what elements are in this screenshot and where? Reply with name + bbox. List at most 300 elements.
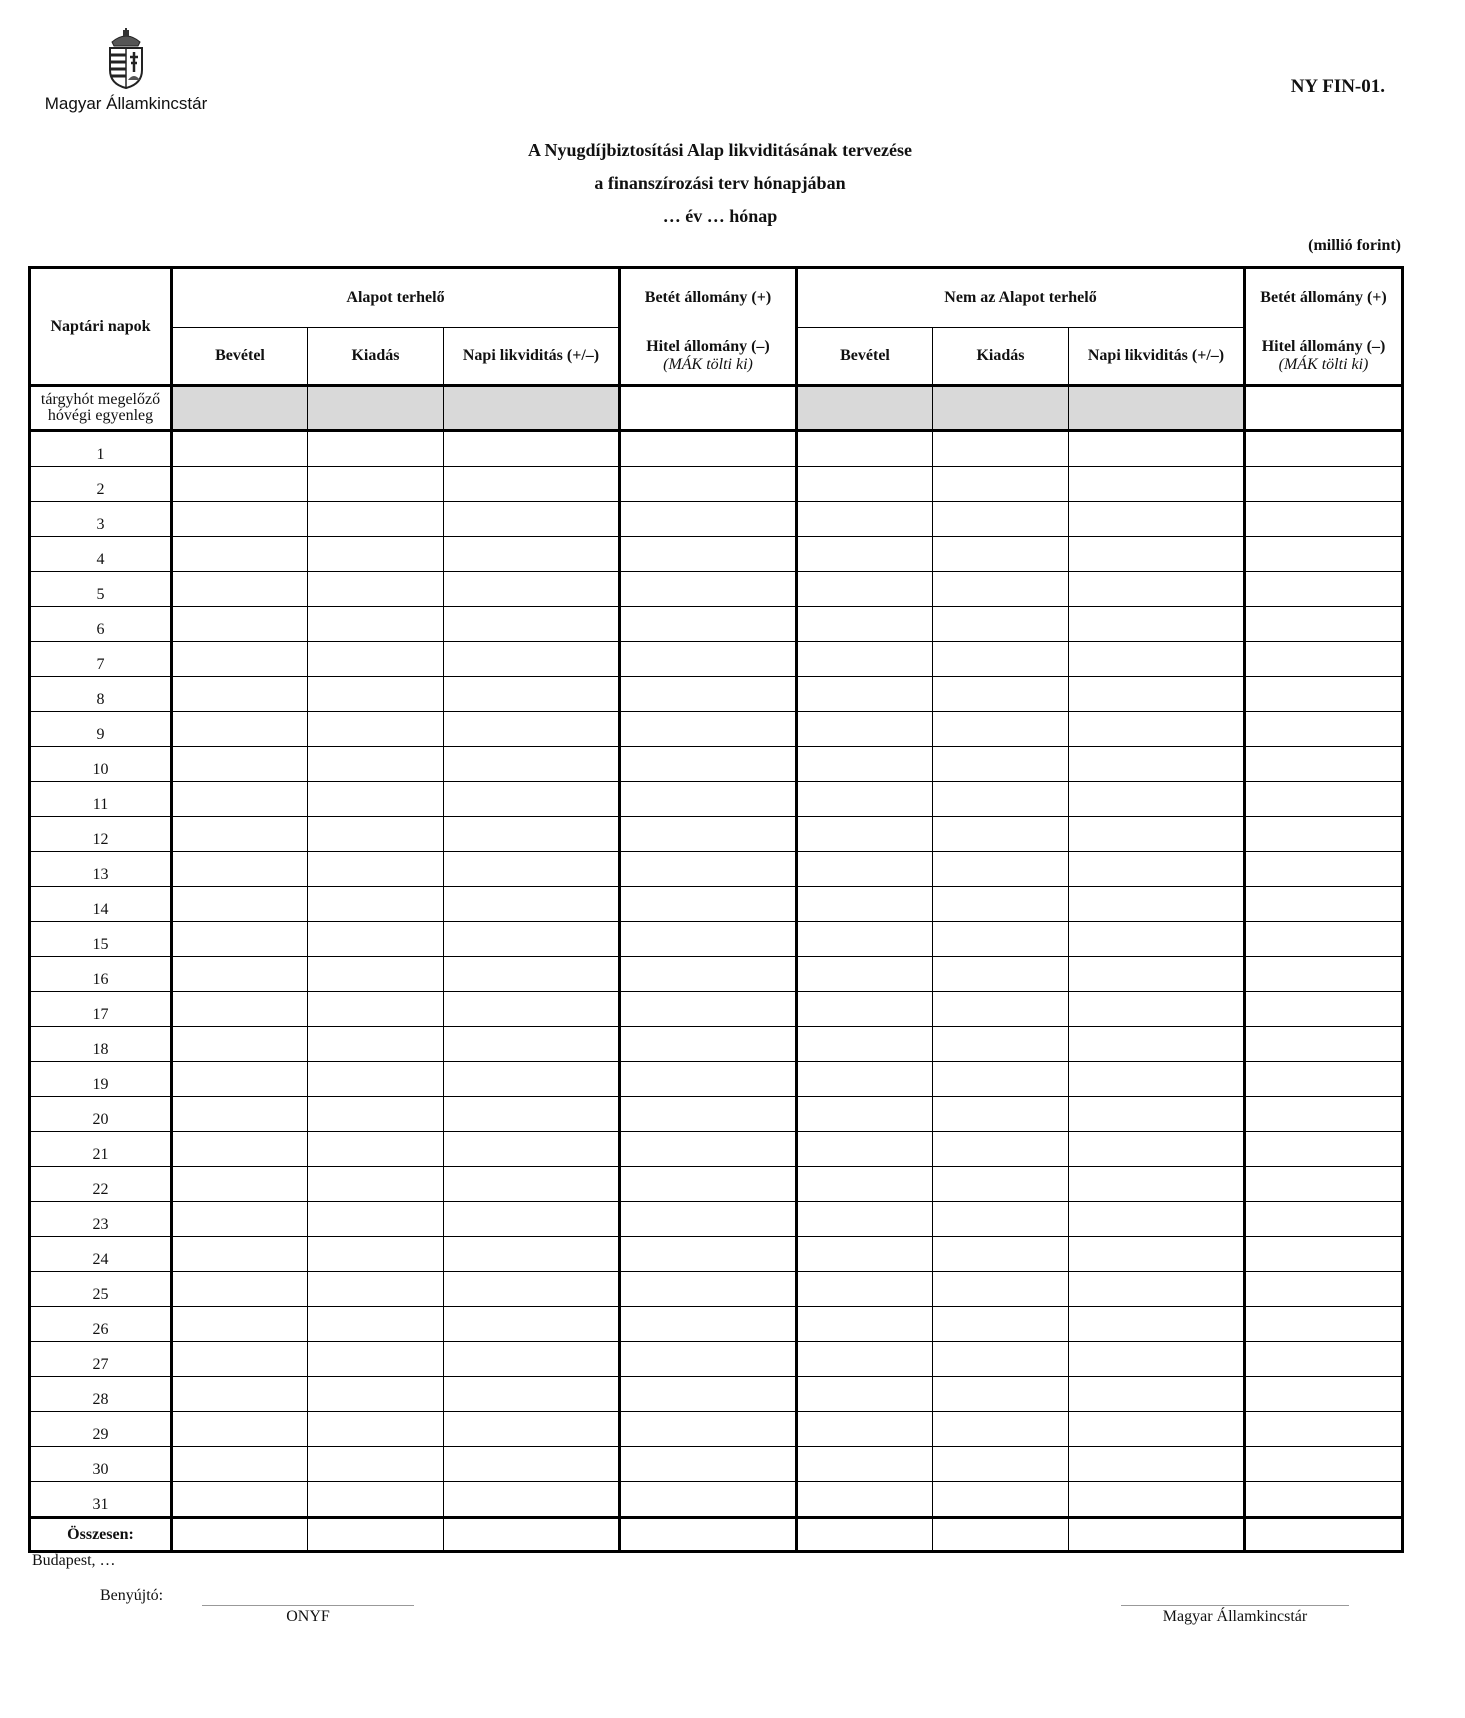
day-row xyxy=(30,1132,1403,1167)
input-cell[interactable] xyxy=(172,607,308,642)
input-cell[interactable] xyxy=(1069,922,1245,957)
input-cell[interactable] xyxy=(620,1272,797,1307)
input-cell[interactable] xyxy=(308,957,444,992)
input-cell[interactable] xyxy=(172,1518,308,1552)
input-cell[interactable] xyxy=(172,1412,308,1447)
input-cell[interactable] xyxy=(797,817,933,852)
input-cell[interactable] xyxy=(1245,1307,1403,1342)
input-cell[interactable] xyxy=(444,1307,620,1342)
input-cell[interactable] xyxy=(444,1062,620,1097)
input-cell[interactable] xyxy=(308,537,444,572)
input-cell[interactable] xyxy=(1245,1342,1403,1377)
input-cell[interactable] xyxy=(1245,502,1403,537)
input-cell[interactable] xyxy=(1245,1377,1403,1412)
input-cell[interactable] xyxy=(1245,607,1403,642)
day-row xyxy=(30,607,1403,642)
input-cell[interactable] xyxy=(620,852,797,887)
input-cell[interactable] xyxy=(933,502,1069,537)
input-cell[interactable] xyxy=(308,1342,444,1377)
day-row xyxy=(30,1412,1403,1447)
input-cell[interactable] xyxy=(172,782,308,817)
day-row xyxy=(30,642,1403,677)
input-cell[interactable] xyxy=(933,1412,1069,1447)
input-cell[interactable] xyxy=(1069,677,1245,712)
input-cell[interactable] xyxy=(444,1342,620,1377)
input-cell[interactable] xyxy=(1069,782,1245,817)
input-cell[interactable] xyxy=(308,1482,444,1518)
input-cell[interactable] xyxy=(1245,992,1403,1027)
input-cell[interactable] xyxy=(308,1097,444,1132)
input-cell[interactable] xyxy=(620,607,797,642)
input-cell[interactable] xyxy=(444,1167,620,1202)
input-cell[interactable] xyxy=(1245,852,1403,887)
input-cell[interactable] xyxy=(444,782,620,817)
input-cell[interactable] xyxy=(444,957,620,992)
input-cell[interactable] xyxy=(620,1377,797,1412)
input-cell[interactable] xyxy=(797,852,933,887)
input-cell[interactable] xyxy=(620,1482,797,1518)
input-cell[interactable] xyxy=(1069,1097,1245,1132)
input-cell[interactable] xyxy=(1245,467,1403,502)
input-cell[interactable] xyxy=(172,677,308,712)
input-cell[interactable] xyxy=(1245,1447,1403,1482)
input-cell[interactable] xyxy=(797,1482,933,1518)
input-cell[interactable] xyxy=(797,431,933,467)
input-cell[interactable] xyxy=(1245,1518,1403,1552)
input-cell[interactable] xyxy=(172,922,308,957)
input-cell[interactable] xyxy=(308,1167,444,1202)
input-cell[interactable] xyxy=(1069,1272,1245,1307)
input-cell[interactable] xyxy=(444,1202,620,1237)
input-cell[interactable] xyxy=(620,1097,797,1132)
header-balance-a-bottom xyxy=(620,328,797,386)
header-balance-a-top: Betét állomány (+) xyxy=(620,268,797,328)
input-cell[interactable] xyxy=(620,1202,797,1237)
liquidity-table xyxy=(28,266,1404,1553)
input-cell[interactable] xyxy=(444,922,620,957)
input-cell[interactable] xyxy=(308,887,444,922)
input-cell[interactable] xyxy=(308,992,444,1027)
input-cell[interactable] xyxy=(308,607,444,642)
input-cell[interactable] xyxy=(308,1447,444,1482)
input-cell[interactable] xyxy=(933,712,1069,747)
input-cell[interactable] xyxy=(933,1027,1069,1062)
input-cell[interactable] xyxy=(1069,1447,1245,1482)
input-cell[interactable] xyxy=(797,537,933,572)
input-cell[interactable] xyxy=(308,572,444,607)
input-cell[interactable] xyxy=(444,1482,620,1518)
input-cell[interactable] xyxy=(797,1237,933,1272)
input-cell[interactable] xyxy=(1245,1412,1403,1447)
day-row xyxy=(30,1377,1403,1412)
input-cell[interactable] xyxy=(620,572,797,607)
input-cell[interactable] xyxy=(1069,1062,1245,1097)
input-cell[interactable] xyxy=(933,572,1069,607)
input-cell[interactable] xyxy=(1245,677,1403,712)
input-cell[interactable] xyxy=(797,1412,933,1447)
input-cell[interactable] xyxy=(797,607,933,642)
input-cell[interactable] xyxy=(1069,1412,1245,1447)
input-cell[interactable] xyxy=(1069,887,1245,922)
input-cell[interactable] xyxy=(172,852,308,887)
input-cell[interactable] xyxy=(1069,712,1245,747)
input-cell[interactable] xyxy=(797,1202,933,1237)
input-cell[interactable] xyxy=(933,1307,1069,1342)
input-cell[interactable] xyxy=(308,1272,444,1307)
header-daily-b: Napi likviditás (+/–) xyxy=(1069,328,1245,386)
input-cell[interactable] xyxy=(933,1097,1069,1132)
input-cell[interactable] xyxy=(172,431,308,467)
input-cell[interactable] xyxy=(444,817,620,852)
input-cell[interactable] xyxy=(444,852,620,887)
input-cell[interactable] xyxy=(933,1272,1069,1307)
balance-a-loan: Hitel állomány (–) xyxy=(646,337,770,355)
input-cell[interactable] xyxy=(933,1342,1069,1377)
input-cell[interactable] xyxy=(620,992,797,1027)
input-cell[interactable] xyxy=(797,1342,933,1377)
input-cell[interactable] xyxy=(308,922,444,957)
input-cell[interactable] xyxy=(308,1027,444,1062)
input-cell[interactable] xyxy=(797,572,933,607)
input-cell[interactable] xyxy=(308,1518,444,1552)
input-cell[interactable] xyxy=(172,712,308,747)
input-cell[interactable] xyxy=(1069,747,1245,782)
input-cell[interactable] xyxy=(797,887,933,922)
input-cell[interactable] xyxy=(444,1377,620,1412)
input-cell[interactable] xyxy=(797,1307,933,1342)
input-cell[interactable] xyxy=(444,1272,620,1307)
input-cell[interactable] xyxy=(1069,537,1245,572)
input-cell[interactable] xyxy=(172,817,308,852)
input-cell[interactable] xyxy=(797,922,933,957)
input-cell[interactable] xyxy=(1245,817,1403,852)
input-cell[interactable] xyxy=(797,642,933,677)
header-balance-b-bottom xyxy=(1245,328,1403,386)
input-cell[interactable] xyxy=(1069,1377,1245,1412)
balance-b-loan: Hitel állomány (–) xyxy=(1261,337,1386,355)
day-row xyxy=(30,1167,1403,1202)
input-cell[interactable] xyxy=(933,467,1069,502)
input-cell[interactable] xyxy=(1245,1237,1403,1272)
day-number: 4 xyxy=(30,537,172,572)
input-cell[interactable] xyxy=(797,992,933,1027)
input-cell[interactable] xyxy=(1069,467,1245,502)
input-cell[interactable] xyxy=(308,1412,444,1447)
input-cell[interactable] xyxy=(933,887,1069,922)
day-number: 21 xyxy=(30,1132,172,1167)
input-cell[interactable] xyxy=(933,1447,1069,1482)
input-cell[interactable] xyxy=(933,1482,1069,1518)
day-number: 28 xyxy=(30,1377,172,1412)
input-cell[interactable] xyxy=(444,1447,620,1482)
day-row xyxy=(30,677,1403,712)
input-cell[interactable] xyxy=(933,1062,1069,1097)
input-cell[interactable] xyxy=(1069,1167,1245,1202)
input-cell[interactable] xyxy=(308,1202,444,1237)
input-cell[interactable] xyxy=(308,677,444,712)
input-cell[interactable] xyxy=(308,1377,444,1412)
input-cell[interactable] xyxy=(1245,747,1403,782)
input-cell[interactable] xyxy=(444,537,620,572)
input-cell[interactable] xyxy=(797,1377,933,1412)
input-cell[interactable] xyxy=(620,502,797,537)
input-cell[interactable] xyxy=(1245,537,1403,572)
input-cell[interactable] xyxy=(444,677,620,712)
input-cell[interactable] xyxy=(933,607,1069,642)
input-cell[interactable] xyxy=(620,1518,797,1552)
input-cell[interactable] xyxy=(172,1307,308,1342)
input-cell[interactable] xyxy=(797,1272,933,1307)
input-cell[interactable] xyxy=(797,1027,933,1062)
previous-month-label xyxy=(30,386,172,431)
input-cell[interactable] xyxy=(444,1237,620,1272)
input-cell[interactable] xyxy=(797,782,933,817)
input-cell[interactable] xyxy=(444,431,620,467)
day-number: 2 xyxy=(30,467,172,502)
input-cell[interactable] xyxy=(797,1097,933,1132)
input-cell[interactable] xyxy=(933,1167,1069,1202)
signature-receiver: Magyar Államkincstár xyxy=(1121,1605,1349,1626)
input-cell[interactable] xyxy=(1245,1097,1403,1132)
input-cell[interactable] xyxy=(620,467,797,502)
day-row xyxy=(30,782,1403,817)
input-cell[interactable] xyxy=(620,1412,797,1447)
input-cell[interactable] xyxy=(308,1307,444,1342)
input-cell[interactable] xyxy=(172,1237,308,1272)
input-cell[interactable] xyxy=(933,922,1069,957)
input-cell[interactable] xyxy=(797,1167,933,1202)
input-cell[interactable] xyxy=(1069,1307,1245,1342)
input-cell[interactable] xyxy=(797,677,933,712)
input-cell[interactable] xyxy=(444,1097,620,1132)
day-number: 11 xyxy=(30,782,172,817)
input-cell[interactable] xyxy=(444,1518,620,1552)
input-cell[interactable] xyxy=(444,747,620,782)
input-cell[interactable] xyxy=(933,782,1069,817)
input-cell[interactable] xyxy=(444,1412,620,1447)
input-cell[interactable] xyxy=(1069,1518,1245,1552)
input-cell[interactable] xyxy=(933,1377,1069,1412)
input-cell[interactable] xyxy=(172,887,308,922)
input-cell[interactable] xyxy=(797,747,933,782)
input-cell[interactable] xyxy=(1069,572,1245,607)
input-cell[interactable] xyxy=(1245,782,1403,817)
input-cell[interactable] xyxy=(1069,1132,1245,1167)
input-cell[interactable] xyxy=(620,1132,797,1167)
input-cell[interactable] xyxy=(933,1202,1069,1237)
input-cell[interactable] xyxy=(172,1027,308,1062)
input-cell[interactable] xyxy=(1245,887,1403,922)
input-cell[interactable] xyxy=(444,992,620,1027)
input-cell[interactable] xyxy=(1245,957,1403,992)
input-cell[interactable] xyxy=(797,712,933,747)
input-cell[interactable] xyxy=(1245,922,1403,957)
input-cell[interactable] xyxy=(444,467,620,502)
input-cell[interactable] xyxy=(620,922,797,957)
input-cell[interactable] xyxy=(620,1027,797,1062)
input-cell[interactable] xyxy=(1245,1027,1403,1062)
grey-cell xyxy=(933,386,1069,431)
input-cell[interactable] xyxy=(1245,1272,1403,1307)
input-cell[interactable] xyxy=(1245,431,1403,467)
input-cell[interactable] xyxy=(308,852,444,887)
input-cell[interactable] xyxy=(1245,712,1403,747)
input-cell[interactable] xyxy=(308,431,444,467)
input-cell[interactable] xyxy=(444,607,620,642)
input-cell[interactable] xyxy=(444,572,620,607)
input-cell[interactable] xyxy=(620,957,797,992)
grey-cell xyxy=(1069,386,1245,431)
day-number: 23 xyxy=(30,1202,172,1237)
input-cell[interactable] xyxy=(172,1447,308,1482)
institution-name: Magyar Államkincstár xyxy=(44,94,208,113)
input-cell[interactable] xyxy=(172,992,308,1027)
input-cell[interactable] xyxy=(308,642,444,677)
input-cell[interactable] xyxy=(1069,852,1245,887)
input-cell[interactable] xyxy=(620,1447,797,1482)
input-cell[interactable] xyxy=(1245,1062,1403,1097)
day-number: 8 xyxy=(30,677,172,712)
day-row xyxy=(30,957,1403,992)
input-cell[interactable] xyxy=(172,1342,308,1377)
day-row xyxy=(30,1202,1403,1237)
input-cell[interactable] xyxy=(172,537,308,572)
input-cell[interactable] xyxy=(172,1202,308,1237)
input-cell[interactable] xyxy=(444,1027,620,1062)
input-cell[interactable] xyxy=(444,712,620,747)
input-cell[interactable] xyxy=(1245,386,1403,431)
input-cell[interactable] xyxy=(933,957,1069,992)
day-row xyxy=(30,992,1403,1027)
input-cell[interactable] xyxy=(620,1307,797,1342)
input-cell[interactable] xyxy=(1069,502,1245,537)
input-cell[interactable] xyxy=(172,572,308,607)
input-cell[interactable] xyxy=(1069,992,1245,1027)
input-cell[interactable] xyxy=(797,1132,933,1167)
day-number: 26 xyxy=(30,1307,172,1342)
input-cell[interactable] xyxy=(933,642,1069,677)
input-cell[interactable] xyxy=(172,747,308,782)
input-cell[interactable] xyxy=(1069,1482,1245,1518)
input-cell[interactable] xyxy=(620,642,797,677)
input-cell[interactable] xyxy=(620,386,797,431)
input-cell[interactable] xyxy=(1245,1482,1403,1518)
input-cell[interactable] xyxy=(933,992,1069,1027)
input-cell[interactable] xyxy=(620,1237,797,1272)
input-cell[interactable] xyxy=(444,642,620,677)
input-cell[interactable] xyxy=(797,502,933,537)
input-cell[interactable] xyxy=(308,1237,444,1272)
input-cell[interactable] xyxy=(308,817,444,852)
input-cell[interactable] xyxy=(620,712,797,747)
input-cell[interactable] xyxy=(620,747,797,782)
place-date: Budapest, … xyxy=(32,1552,116,1569)
input-cell[interactable] xyxy=(172,1167,308,1202)
input-cell[interactable] xyxy=(172,502,308,537)
input-cell[interactable] xyxy=(620,782,797,817)
header-income-a: Bevétel xyxy=(172,328,308,386)
input-cell[interactable] xyxy=(172,1272,308,1307)
balance-a-note: (MÁK tölti ki) xyxy=(663,355,753,373)
input-cell[interactable] xyxy=(308,467,444,502)
input-cell[interactable] xyxy=(172,1377,308,1412)
input-cell[interactable] xyxy=(1069,607,1245,642)
input-cell[interactable] xyxy=(1069,642,1245,677)
input-cell[interactable] xyxy=(933,677,1069,712)
input-cell[interactable] xyxy=(620,431,797,467)
input-cell[interactable] xyxy=(172,642,308,677)
input-cell[interactable] xyxy=(308,1062,444,1097)
input-cell[interactable] xyxy=(1069,1342,1245,1377)
input-cell[interactable] xyxy=(444,887,620,922)
input-cell[interactable] xyxy=(1069,1027,1245,1062)
input-cell[interactable] xyxy=(444,1132,620,1167)
input-cell[interactable] xyxy=(1069,817,1245,852)
unit-label: (millió forint) xyxy=(1308,237,1401,254)
input-cell[interactable] xyxy=(308,502,444,537)
input-cell[interactable] xyxy=(933,817,1069,852)
input-cell[interactable] xyxy=(308,782,444,817)
input-cell[interactable] xyxy=(1069,1237,1245,1272)
input-cell[interactable] xyxy=(172,957,308,992)
input-cell[interactable] xyxy=(1069,431,1245,467)
input-cell[interactable] xyxy=(172,467,308,502)
input-cell[interactable] xyxy=(172,1482,308,1518)
input-cell[interactable] xyxy=(1245,1202,1403,1237)
input-cell[interactable] xyxy=(797,957,933,992)
day-number: 12 xyxy=(30,817,172,852)
input-cell[interactable] xyxy=(620,1062,797,1097)
input-cell[interactable] xyxy=(797,467,933,502)
input-cell[interactable] xyxy=(797,1062,933,1097)
input-cell[interactable] xyxy=(1245,1132,1403,1167)
day-row xyxy=(30,887,1403,922)
input-cell[interactable] xyxy=(933,537,1069,572)
input-cell[interactable] xyxy=(308,712,444,747)
input-cell[interactable] xyxy=(172,1062,308,1097)
input-cell[interactable] xyxy=(933,1237,1069,1272)
input-cell[interactable] xyxy=(1245,1167,1403,1202)
input-cell[interactable] xyxy=(308,1132,444,1167)
input-cell[interactable] xyxy=(620,537,797,572)
day-row xyxy=(30,1482,1403,1518)
input-cell[interactable] xyxy=(933,852,1069,887)
input-cell[interactable] xyxy=(308,747,444,782)
input-cell[interactable] xyxy=(933,747,1069,782)
input-cell[interactable] xyxy=(620,1167,797,1202)
input-cell[interactable] xyxy=(172,1132,308,1167)
input-cell[interactable] xyxy=(1245,572,1403,607)
input-cell[interactable] xyxy=(444,502,620,537)
input-cell[interactable] xyxy=(620,887,797,922)
input-cell[interactable] xyxy=(797,1447,933,1482)
input-cell[interactable] xyxy=(1069,957,1245,992)
input-cell[interactable] xyxy=(620,677,797,712)
input-cell[interactable] xyxy=(933,1132,1069,1167)
input-cell[interactable] xyxy=(933,1518,1069,1552)
grey-cell xyxy=(308,386,444,431)
input-cell[interactable] xyxy=(620,1342,797,1377)
previous-month-label-line-2: hóvégi egyenleg xyxy=(47,407,154,424)
grey-cell xyxy=(444,386,620,431)
input-cell[interactable] xyxy=(172,1097,308,1132)
input-cell[interactable] xyxy=(797,1518,933,1552)
input-cell[interactable] xyxy=(1245,642,1403,677)
input-cell[interactable] xyxy=(620,817,797,852)
day-number: 5 xyxy=(30,572,172,607)
input-cell[interactable] xyxy=(933,431,1069,467)
input-cell[interactable] xyxy=(1069,1202,1245,1237)
